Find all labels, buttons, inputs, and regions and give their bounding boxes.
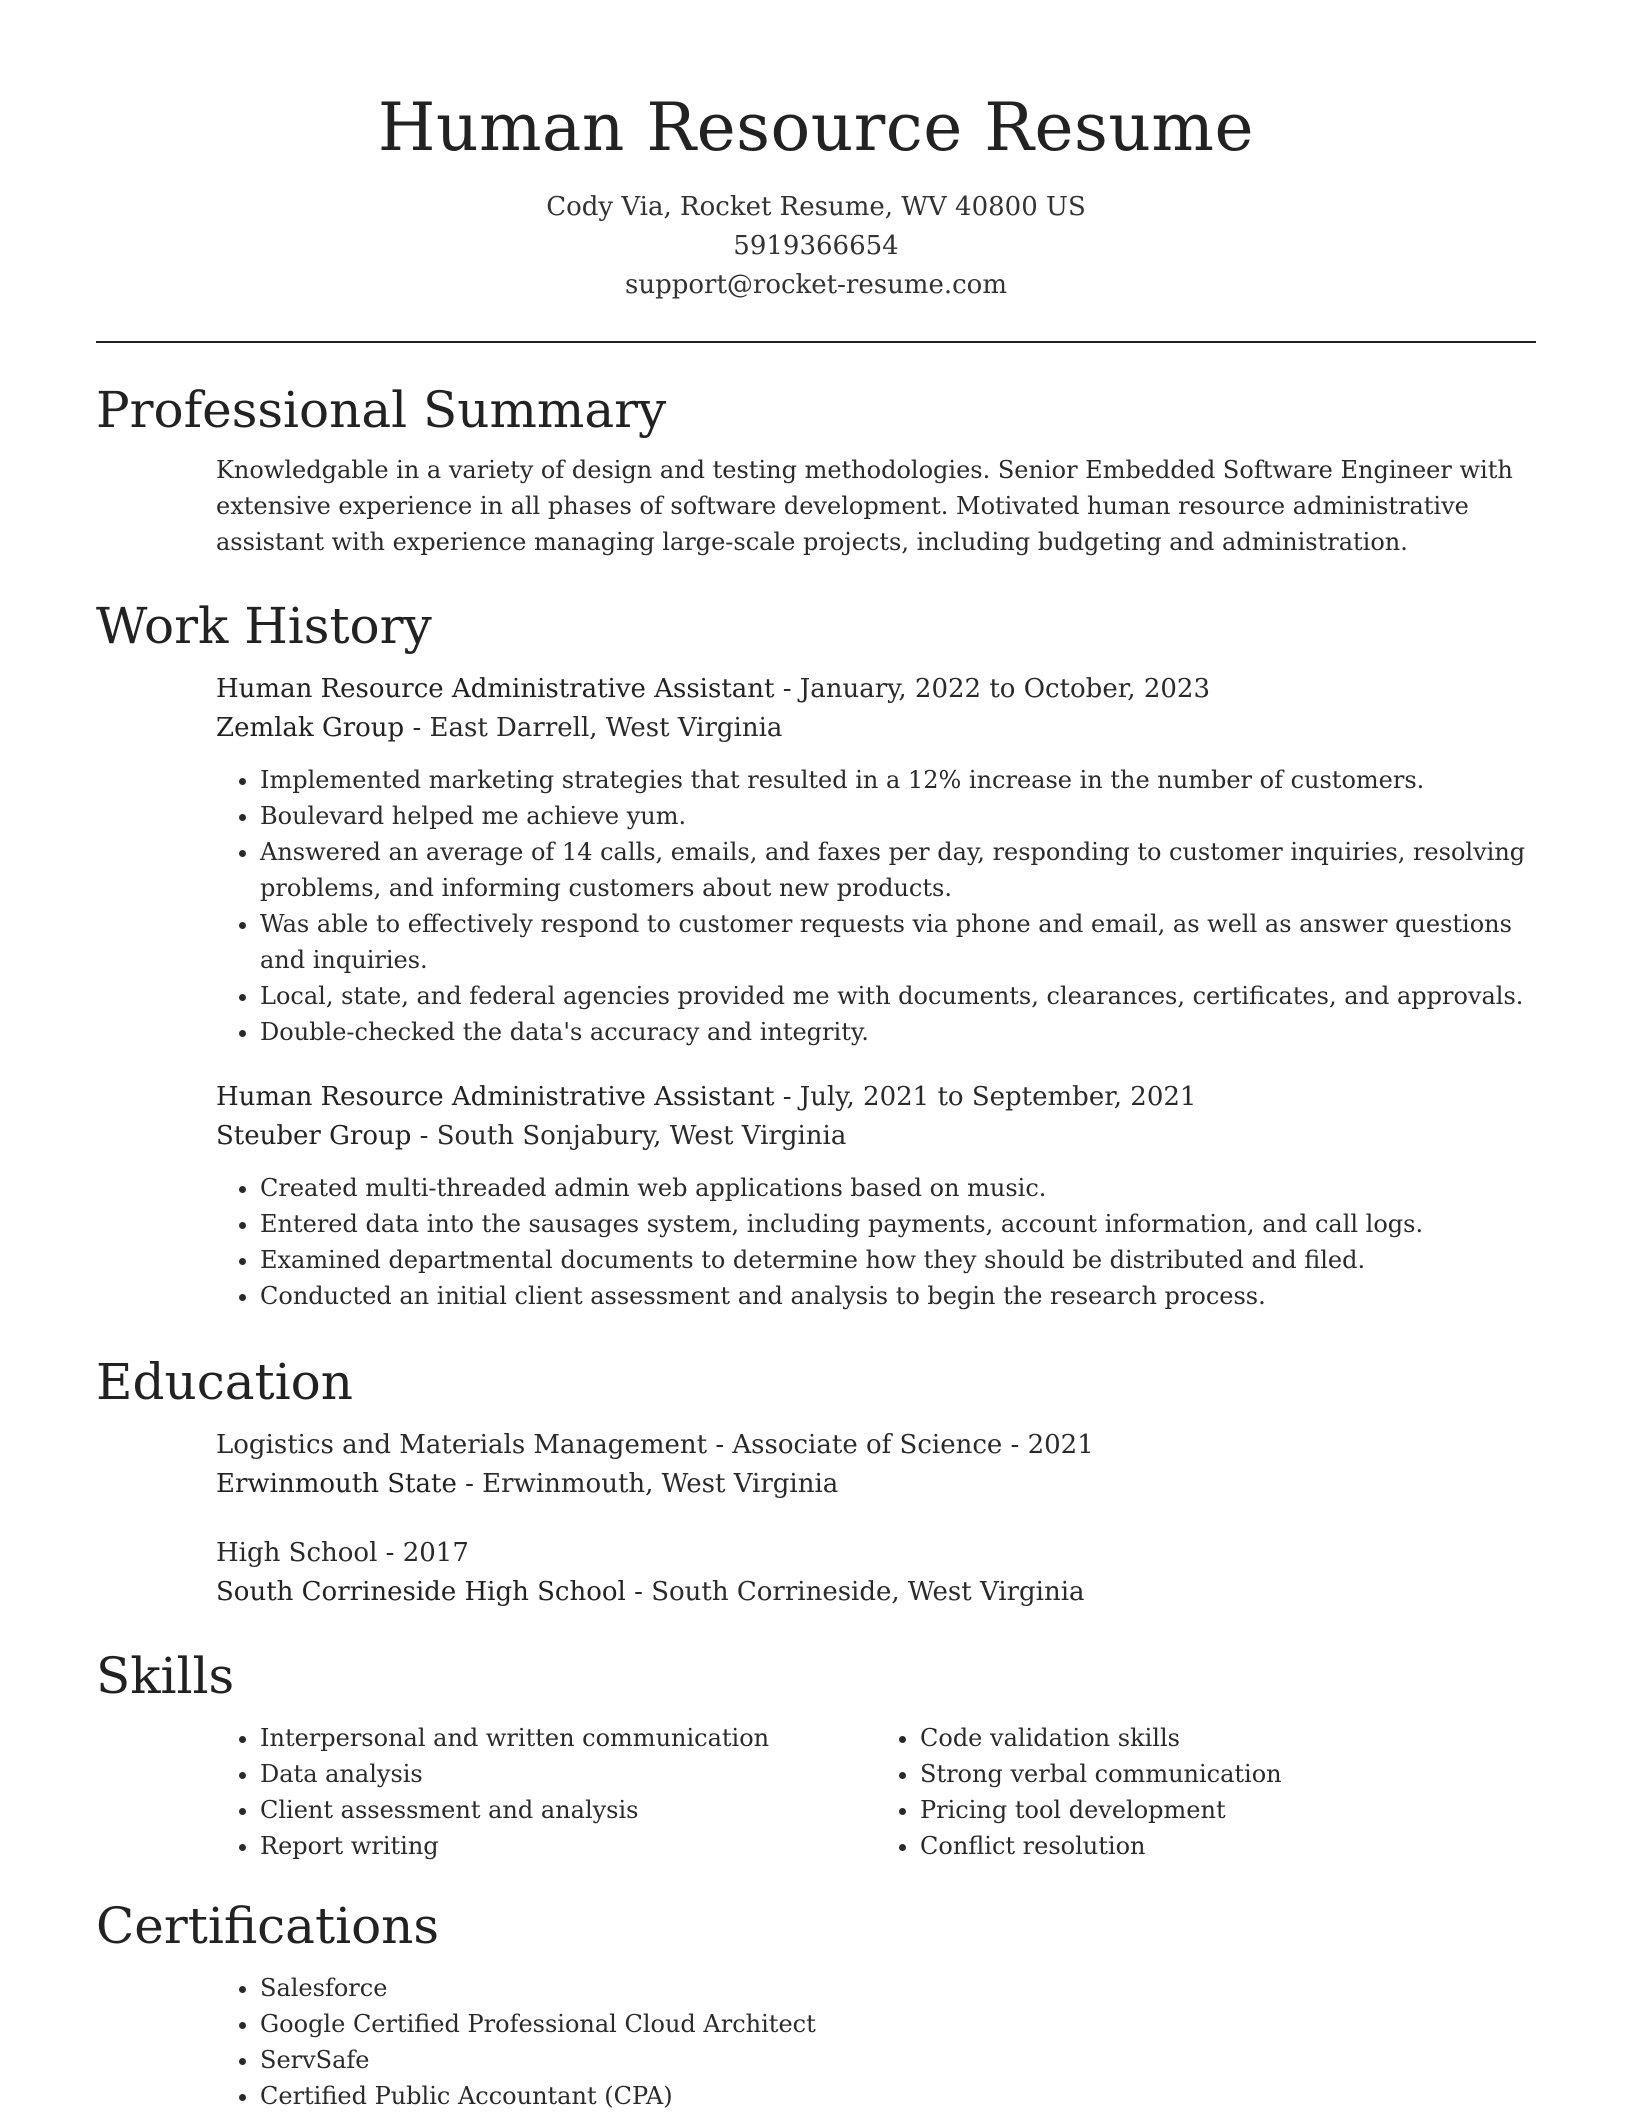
summary-text — [216, 452, 1536, 560]
certifications-heading: Certifications — [96, 1897, 440, 1955]
resume-page — [96, 0, 1536, 2110]
work-history-heading: Work History — [96, 597, 432, 655]
skill-item: • Conflict resolution — [920, 1828, 1536, 1864]
job-bullet: • Implemented marketing strategies that resulted in a 12% increase in the number of customers. — [260, 762, 1536, 798]
separator: - — [625, 1577, 652, 1607]
job-entry — [216, 670, 1536, 1050]
education-school-line — [216, 1465, 1536, 1504]
job-bullet: • Answered an average of 14 calls, emails, and faxes per day, responding to customer inquiries, resolving problems, and informing customers about new products. — [260, 834, 1536, 906]
skill-item: • Report writing — [260, 1828, 876, 1864]
certifications-block — [216, 1970, 1536, 2114]
education-school: Erwinmouth State — [216, 1469, 457, 1499]
job-title: Human Resource Administrative Assistant — [216, 1082, 775, 1112]
job-bullet: • Double-checked the data's accuracy and integrity. — [260, 1014, 1536, 1050]
summary-line: assistant with experience managing large-scale projects, including budgeting and administration. — [216, 528, 1408, 556]
job-title-line — [216, 670, 1536, 709]
separator: - — [774, 674, 800, 704]
certification-item: • ServSafe — [260, 2042, 1536, 2078]
job-bullet: • Entered data into the sausages system, including payments, account information, and call logs. — [260, 1206, 1536, 1242]
resume-header — [96, 0, 1536, 343]
summary-section — [96, 380, 1536, 560]
job-company-line — [216, 1117, 1536, 1156]
job-dates: July, 2021 to September, 2021 — [799, 1082, 1197, 1112]
skill-item: • Client assessment and analysis — [260, 1792, 876, 1828]
skill-item: • Data analysis — [260, 1756, 876, 1792]
separator: - — [774, 1082, 800, 1112]
job-bullet: • Created multi-threaded admin web applications based on music. — [260, 1170, 1536, 1206]
job-bullet: • Examined departmental documents to determine how they should be distributed and filed. — [260, 1242, 1536, 1278]
certification-item: • Salesforce — [260, 1970, 1536, 2006]
job-bullet: • Local, state, and federal agencies provided me with documents, clearances, certificates, and approvals. — [260, 978, 1536, 1014]
skills-heading: Skills — [96, 1647, 235, 1705]
education-school: South Corrineside High School — [216, 1577, 626, 1607]
education-section — [96, 1352, 1536, 1612]
job-company-line — [216, 709, 1536, 748]
job-bullet: • Was able to effectively respond to customer requests via phone and email, as well as answer questions and inquiries. — [260, 906, 1536, 978]
job-bullet: • Boulevard helped me achieve yum. — [260, 798, 1536, 834]
separator: - — [404, 713, 430, 743]
skills-columns — [216, 1720, 1536, 1864]
job-title-line — [216, 1078, 1536, 1117]
certifications-list — [216, 1970, 1536, 2114]
education-heading: Education — [96, 1353, 353, 1411]
contact-email: support@rocket-resume.com — [624, 270, 1007, 300]
education-degree-line: Logistics and Materials Management - Associate of Science - 2021 — [216, 1430, 1094, 1460]
skill-item: • Interpersonal and written communication — [260, 1720, 876, 1756]
job-location: South Sonjabury, West Virginia — [436, 1121, 847, 1151]
summary-line: Knowledgable in a variety of design and testing methodologies. Senior Embedded Software Engineer with — [216, 456, 1513, 484]
education-entry — [216, 1426, 1536, 1504]
separator: - — [456, 1469, 483, 1499]
job-bullet: • Conducted an initial client assessment and analysis to begin the research process. — [260, 1278, 1536, 1314]
job-bullets — [216, 762, 1536, 1050]
education-degree-line: High School - 2017 — [216, 1538, 469, 1568]
job-dates: January, 2022 to October, 2023 — [799, 674, 1210, 704]
skill-item: • Pricing tool development — [920, 1792, 1536, 1828]
skill-item: • Code validation skills — [920, 1720, 1536, 1756]
education-entry — [216, 1534, 1536, 1612]
education-location: Erwinmouth, West Virginia — [482, 1469, 839, 1499]
contact-address: Cody Via, Rocket Resume, WV 40800 US — [546, 192, 1086, 222]
skill-item: • Strong verbal communication — [920, 1756, 1536, 1792]
header-divider — [96, 341, 1536, 343]
certification-item: • Certified Public Accountant (CPA) — [260, 2078, 1536, 2114]
job-entry — [216, 1078, 1536, 1314]
summary-heading: Professional Summary — [96, 381, 667, 439]
resume-title: Human Resource Resume — [377, 89, 1255, 166]
skills-list-right — [876, 1720, 1536, 1864]
certifications-section — [96, 1896, 1536, 2114]
job-location: East Darrell, West Virginia — [429, 713, 783, 743]
skills-section — [96, 1646, 1536, 1864]
job-company: Zemlak Group — [216, 713, 405, 743]
contact-phone: 5919366654 — [733, 231, 899, 261]
contact-block — [96, 188, 1536, 305]
job-title: Human Resource Administrative Assistant — [216, 674, 775, 704]
education-location: South Corrineside, West Virginia — [651, 1577, 1085, 1607]
job-bullets — [216, 1170, 1536, 1314]
separator: - — [411, 1121, 437, 1151]
skills-list-left — [216, 1720, 876, 1864]
work-history-section — [96, 596, 1536, 1314]
summary-line: extensive experience in all phases of software development. Motivated human resource administrative — [216, 492, 1469, 520]
job-company: Steuber Group — [216, 1121, 412, 1151]
education-school-line — [216, 1573, 1536, 1612]
certification-item: • Google Certified Professional Cloud Architect — [260, 2006, 1536, 2042]
